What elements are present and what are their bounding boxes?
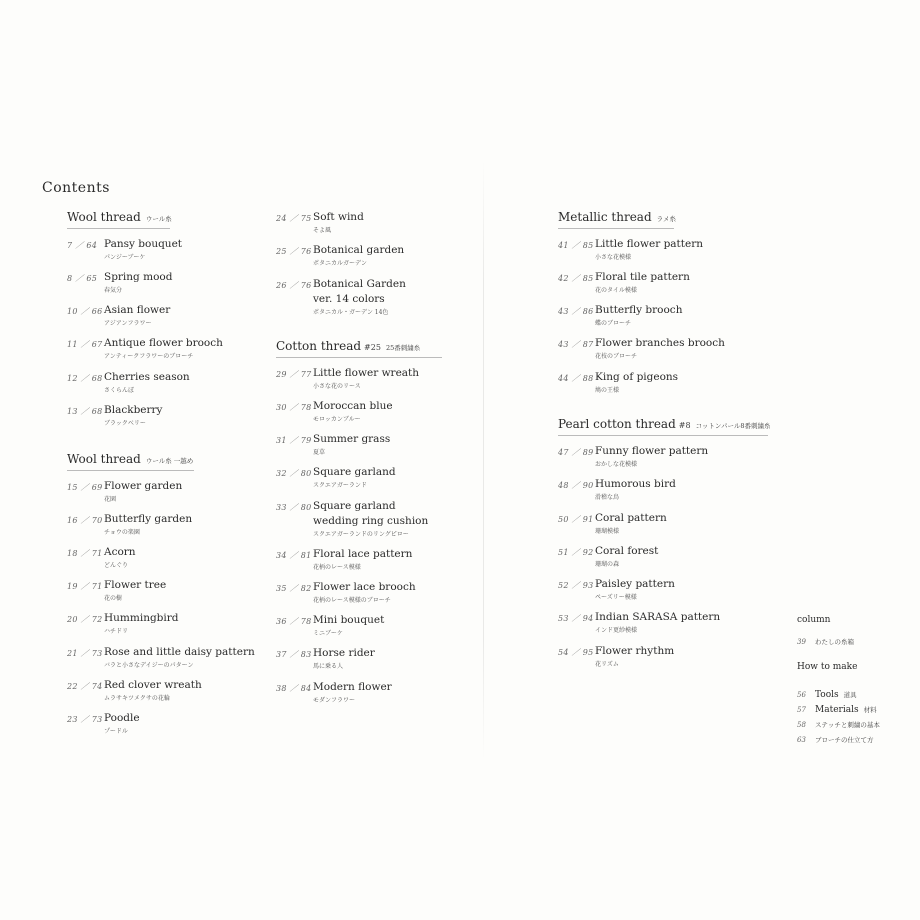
page-numbers: 16 ／ 70 — [67, 516, 103, 525]
entry-subtitle-jp: 花園 — [104, 496, 117, 503]
page-number: 57 — [797, 706, 806, 714]
entry-title: Butterfly brooch — [595, 304, 683, 316]
entry-subtitle-jp: 道具 — [843, 691, 857, 699]
page-number: 58 — [797, 721, 806, 729]
entry-subtitle-jp: ミニブーケ — [313, 630, 343, 637]
entry-title: Botanical garden — [313, 244, 405, 256]
page-numbers: 35 ／ 82 — [276, 584, 312, 593]
entry-subtitle-jp: 花の樹 — [104, 595, 123, 602]
entry-subtitle-jp: 馬に乗る人 — [313, 663, 344, 670]
page-numbers: 52 ／ 93 — [558, 581, 594, 590]
entry-title: Flower garden — [104, 480, 183, 492]
page-numbers: 13 ／ 68 — [67, 407, 103, 416]
page-numbers: 18 ／ 71 — [67, 549, 103, 558]
page-numbers: 47 ／ 89 — [558, 448, 594, 457]
entry-title: Butterfly garden — [104, 513, 193, 525]
entry-title: Blackberry — [104, 404, 163, 416]
page-numbers: 31 ／ 79 — [276, 436, 312, 445]
column-entry[interactable] — [797, 629, 854, 648]
page-numbers: 26 ／ 76 — [276, 281, 312, 290]
page-numbers: 24 ／ 75 — [276, 214, 312, 223]
entry-subtitle-jp: わたしの糸箱 — [815, 638, 854, 646]
entry-subtitle-jp: 滑稽な鳥 — [595, 494, 620, 501]
entry-subtitle-jp: インド更紗模様 — [595, 627, 638, 634]
entry-subtitle-jp: 春気分 — [104, 287, 123, 294]
page-numbers: 12 ／ 68 — [67, 374, 103, 383]
entry-subtitle-jp: 夏草 — [313, 449, 326, 456]
page-numbers: 42 ／ 85 — [558, 274, 594, 283]
entry-subtitle-jp: 小さな花のリース — [313, 383, 361, 390]
entry-title: Flower lace brooch — [313, 581, 416, 593]
entry-title: Flower branches brooch — [595, 337, 725, 349]
entry-title: Little flower pattern — [595, 238, 703, 250]
page-numbers: 29 ／ 77 — [276, 370, 312, 379]
entry-subtitle-jp: 珊瑚模様 — [595, 528, 620, 535]
entry-title: Spring mood — [104, 271, 173, 283]
section-heading-pearl: Pearl cotton thread #8 コットンパール8番刺繍糸 — [558, 417, 768, 436]
entry-subtitle-jp: 珊瑚の森 — [595, 561, 620, 568]
entry-title: Acorn — [104, 546, 136, 558]
entry-title: Flower rhythm — [595, 645, 675, 657]
entry-title: Humorous bird — [595, 478, 676, 490]
entry-subtitle-jp: 小さな花模様 — [595, 254, 632, 261]
entry-title: Mini bouquet — [313, 614, 385, 626]
entry-subtitle-jp: 花柄のレース模様 — [313, 564, 361, 571]
page-numbers: 48 ／ 90 — [558, 481, 594, 490]
entry-title: Cherries season — [104, 371, 190, 383]
page-numbers: 34 ／ 81 — [276, 551, 312, 560]
entry-title: Botanical Garden — [313, 278, 406, 290]
entry-title-line2: ver. 14 colors — [313, 293, 385, 305]
entry-title: Summer grass — [313, 433, 391, 445]
entry-subtitle-jp: アンティークフラワーのブローチ — [104, 353, 194, 360]
entry-subtitle-jp: プードル — [104, 728, 128, 735]
entry-title: Square garland — [313, 500, 396, 512]
page-numbers: 25 ／ 76 — [276, 247, 312, 256]
entry-subtitle-jp: モロッカンブルー — [313, 416, 361, 423]
entry-title: Horse rider — [313, 647, 375, 659]
entry-subtitle-jp: スクエアガーランドのリングピロー — [313, 531, 409, 538]
entry-subtitle-jp: ボタニカルガーデン — [313, 260, 367, 267]
entry-title: Pansy bouquet — [104, 238, 182, 250]
entry-title: Coral pattern — [595, 512, 667, 524]
entry-title: King of pigeons — [595, 371, 679, 383]
entry-subtitle-jp: どんぐり — [104, 562, 129, 569]
entry-title: Flower tree — [104, 579, 167, 591]
entry-title: Floral tile pattern — [595, 271, 690, 283]
page-numbers: 54 ／ 95 — [558, 648, 594, 657]
entry-title: Hummingbird — [104, 612, 179, 624]
entry-subtitle-jp: スクエアガーランド — [313, 482, 367, 489]
entry-title: Square garland — [313, 466, 396, 478]
entry-title: Modern flower — [313, 681, 392, 693]
entry-subtitle-jp: 花リズム — [595, 661, 619, 668]
entry-title: Poodle — [104, 712, 140, 724]
entry-subtitle-jp: おかしな花模様 — [595, 461, 638, 468]
how-to-make-label: How to make — [797, 662, 858, 672]
page-numbers: 38 ／ 84 — [276, 684, 312, 693]
page-numbers: 21 ／ 73 — [67, 649, 103, 658]
entry-title: Asian flower — [104, 304, 171, 316]
entry-subtitle-jp: 鳩の王様 — [595, 387, 620, 394]
page-gutter — [483, 160, 484, 760]
entry-title: Moroccan blue — [313, 400, 393, 412]
page-numbers: 43 ／ 86 — [558, 307, 594, 316]
entry-subtitle-jp: 花柄のレース模様のブローチ — [313, 597, 391, 604]
page-numbers: 22 ／ 74 — [67, 682, 103, 691]
entry-subtitle-jp: ブラックベリー — [104, 420, 146, 427]
page-numbers: 20 ／ 72 — [67, 615, 103, 624]
how-to-entry[interactable] — [797, 727, 874, 746]
entry-title: Soft wind — [313, 211, 364, 223]
entry-subtitle-jp: さくらんぼ — [104, 387, 135, 394]
page-numbers: 32 ／ 80 — [276, 469, 312, 478]
page-numbers: 23 ／ 73 — [67, 715, 103, 724]
page-numbers: 37 ／ 83 — [276, 650, 312, 659]
entry-subtitle-jp: 材料 — [863, 706, 877, 714]
page-numbers: 43 ／ 87 — [558, 340, 594, 349]
section-heading-wool: Wool thread ウール糸 — [67, 210, 170, 229]
page-numbers: 36 ／ 78 — [276, 617, 312, 626]
entry-title: Coral forest — [595, 545, 659, 557]
entry-subtitle-jp: 花枝のブローチ — [595, 353, 638, 360]
entry-subtitle-jp: 花のタイル模様 — [595, 287, 637, 294]
entry-subtitle-jp: ブローチの仕立て方 — [815, 736, 874, 744]
section-heading-wool-2: Wool thread ウール糸 一越め — [67, 452, 194, 471]
entry-subtitle-jp: ステッチと刺繍の基本 — [815, 721, 880, 729]
entry-subtitle-jp: チョウの楽園 — [104, 529, 140, 536]
entry-title: Materials — [815, 705, 859, 715]
section-heading-metallic: Metallic thread ラメ糸 — [558, 210, 674, 229]
page-numbers: 51 ／ 92 — [558, 548, 594, 557]
entry-title: Paisley pattern — [595, 578, 675, 590]
entry-subtitle-jp: そよ風 — [313, 227, 332, 234]
entry-title: Indian SARASA pattern — [595, 611, 721, 623]
page-numbers: 41 ／ 85 — [558, 241, 594, 250]
entry-subtitle-jp: モダンフラワー — [313, 697, 356, 704]
page-numbers: 7 ／ 64 — [67, 241, 98, 250]
page-numbers: 30 ／ 78 — [276, 403, 312, 412]
entry-subtitle-jp: ボタニカル・ガーデン 14色 — [313, 309, 389, 316]
page-numbers: 53 ／ 94 — [558, 614, 594, 623]
entry-title: Floral lace pattern — [313, 548, 413, 560]
entry-title: Little flower wreath — [313, 367, 420, 379]
page-numbers: 10 ／ 66 — [67, 307, 103, 316]
entry-subtitle-jp: バラと小さなデイジーのパターン — [104, 662, 194, 669]
page-numbers: 44 ／ 88 — [558, 374, 594, 383]
page-number: 63 — [797, 736, 806, 744]
entry-subtitle-jp: 蝶のブローチ — [595, 320, 632, 327]
entry-subtitle-jp: パンジーブーケ — [104, 254, 146, 261]
page-title: Contents — [42, 180, 110, 196]
page-numbers: 33 ／ 80 — [276, 503, 312, 512]
entry-subtitle-jp: ハチドリ — [104, 628, 129, 635]
entry-subtitle-jp: ペーズリー模様 — [595, 594, 637, 601]
entry-subtitle-jp: ムラサキツメクサの花輪 — [104, 695, 170, 702]
page-numbers: 11 ／ 67 — [67, 340, 103, 349]
page-numbers: 15 ／ 69 — [67, 483, 103, 492]
column-label: column — [797, 615, 831, 625]
page-number: 39 — [797, 638, 806, 646]
entry-title-line2: wedding ring cushion — [313, 515, 429, 527]
entry-title: Funny flower pattern — [595, 445, 709, 457]
entry-title: Red clover wreath — [104, 679, 202, 691]
page-numbers: 50 ／ 91 — [558, 515, 594, 524]
page-number: 56 — [797, 691, 806, 699]
page-numbers: 19 ／ 71 — [67, 582, 103, 591]
entry-title: Antique flower brooch — [104, 337, 223, 349]
entry-title: Tools — [815, 690, 839, 700]
entry-title: Rose and little daisy pattern — [104, 646, 255, 658]
entry-subtitle-jp: アジアンフラワー — [104, 320, 152, 327]
section-heading-cotton: Cotton thread #25 25番刺繍糸 — [276, 339, 442, 358]
page-numbers: 8 ／ 65 — [67, 274, 98, 283]
